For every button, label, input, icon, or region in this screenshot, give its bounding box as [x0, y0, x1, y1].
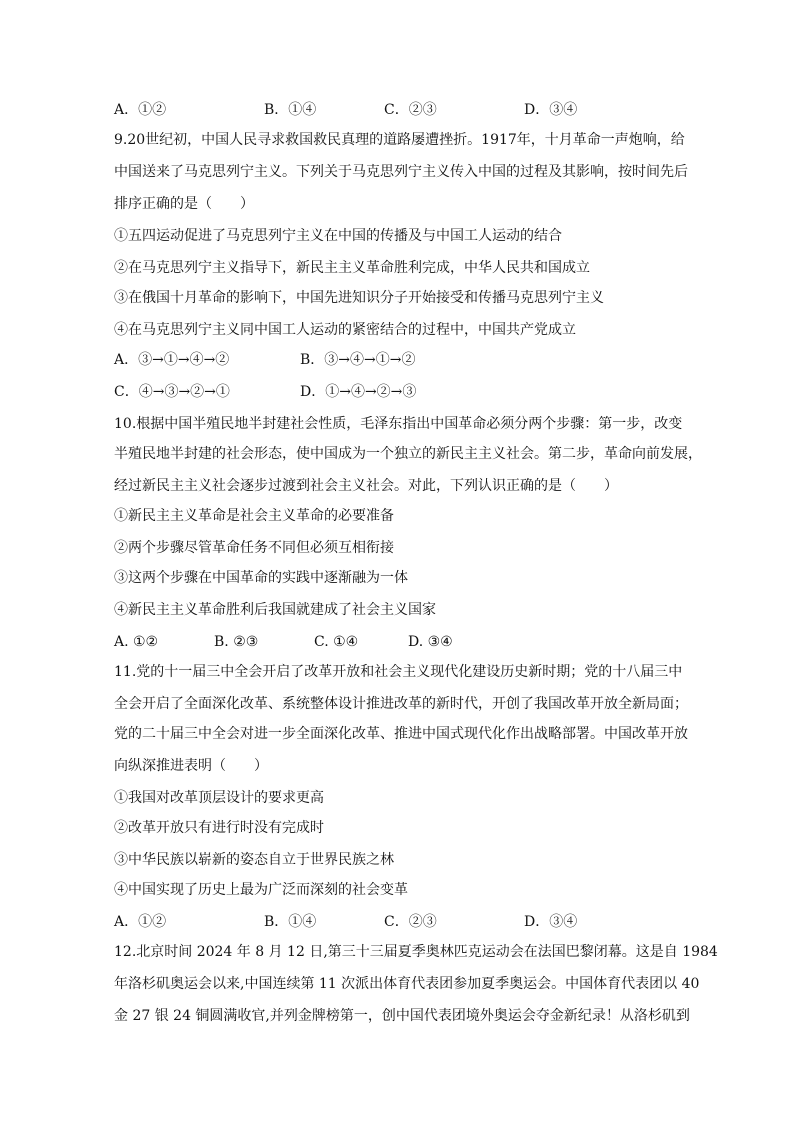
answer-option: B．①④ [264, 914, 317, 930]
answer-option: A．③→①→④→② [114, 352, 230, 368]
text-line: ②改革开放只有进行时没有完成时 [114, 820, 324, 836]
text-line: ④在马克思列宁主义同中国工人运动的紧密结合的过程中，中国共产党成立 [114, 322, 576, 338]
answer-options-row [114, 632, 714, 652]
text-line: 年洛杉矶奥运会以来,中国连续第 11 次派出体育代表团参加夏季奥运会。中国体育代表团以 40 [114, 976, 700, 992]
text-line: 9.20世纪初，中国人民寻求救国救民真理的道路屡遭挫折。1917年，十月革命一声炮响，给 [114, 132, 685, 148]
answer-options-row [114, 912, 714, 932]
text-line: 金 27 银 24 铜圆满收官,并列金牌榜第一，创中国代表团境外奥运会夺金新纪录！从洛杉矶到 [114, 1008, 690, 1024]
text-line: 半殖民地半封建的社会形态，使中国成为一个独立的新民主主义社会。第二步，革命向前发展， [114, 446, 702, 462]
text-line: ①我国对改革顶层设计的要求更高 [114, 790, 324, 806]
text-line: ②在马克思列宁主义指导下，新民主主义革命胜利完成，中华人民共和国成立 [114, 260, 590, 276]
text-line: ③中华民族以崭新的姿态自立于世界民族之林 [114, 852, 394, 868]
text-line: 经过新民主主义社会逐步过渡到社会主义社会。对此，下列认识正确的是（ ） [114, 478, 618, 494]
text-line: ④中国实现了历史上最为广泛而深刻的社会变革 [114, 882, 408, 898]
answer-option: A．①② [114, 914, 167, 930]
text-line: ①新民主主义革命是社会主义革命的必要准备 [114, 508, 394, 524]
answer-options-row [114, 350, 714, 370]
text-line: 中国送来了马克思列宁主义。下列关于马克思列宁主义传入中国的过程及其影响，按时间先后 [114, 164, 688, 180]
text-line: 12.北京时间 2024 年 8 月 12 日,第三十三届夏季奥林匹克运动会在法国巴黎闭幕。这是自 1984 [114, 944, 718, 960]
text-line: 排序正确的是（ ） [114, 196, 254, 212]
answer-options-row [114, 100, 714, 120]
answer-option: D. ③④ [408, 634, 453, 650]
answer-option: D．③④ [524, 914, 578, 930]
text-line: 向纵深推进表明（ ） [114, 758, 268, 774]
text-line: 党的二十届三中全会对进一步全面深化改革、推进中国式现代化作出战略部署。中国改革开放 [114, 726, 688, 742]
text-line: 全会开启了全面深化改革、系统整体设计推进改革的新时代，开创了我国改革开放全新局面； [114, 696, 688, 712]
answer-option: C. ①④ [314, 634, 359, 650]
text-line: ②两个步骤尽管革命任务不同但必须互相衔接 [114, 540, 394, 556]
answer-option: C．②③ [384, 102, 437, 118]
text-line: ③这两个步骤在中国革命的实践中逐渐融为一体 [114, 570, 408, 586]
text-line: 11.党的十一届三中全会开启了改革开放和社会主义现代化建设历史新时期；党的十八届三中 [114, 664, 683, 680]
answer-option: D．①→④→②→③ [300, 384, 417, 400]
answer-option: A. ①② [114, 634, 159, 650]
answer-option: C．④→③→②→① [114, 384, 230, 400]
answer-option: B．①④ [264, 102, 317, 118]
text-line: 10.根据中国半殖民地半封建社会性质，毛泽东指出中国革命必须分两个步骤：第一步，改变 [114, 416, 683, 432]
answer-option: C．②③ [384, 914, 437, 930]
answer-option: D．③④ [524, 102, 578, 118]
text-line: ③在俄国十月革命的影响下，中国先进知识分子开始接受和传播马克思列宁主义 [114, 290, 604, 306]
answer-option: B. ②③ [214, 634, 259, 650]
answer-options-row [114, 382, 714, 402]
text-line: ④新民主主义革命胜利后我国就建成了社会主义国家 [114, 602, 436, 618]
text-line: ①五四运动促进了马克思列宁主义在中国的传播及与中国工人运动的结合 [114, 228, 562, 244]
answer-option: B．③→④→①→② [300, 352, 416, 368]
answer-option: A．①② [114, 102, 167, 118]
